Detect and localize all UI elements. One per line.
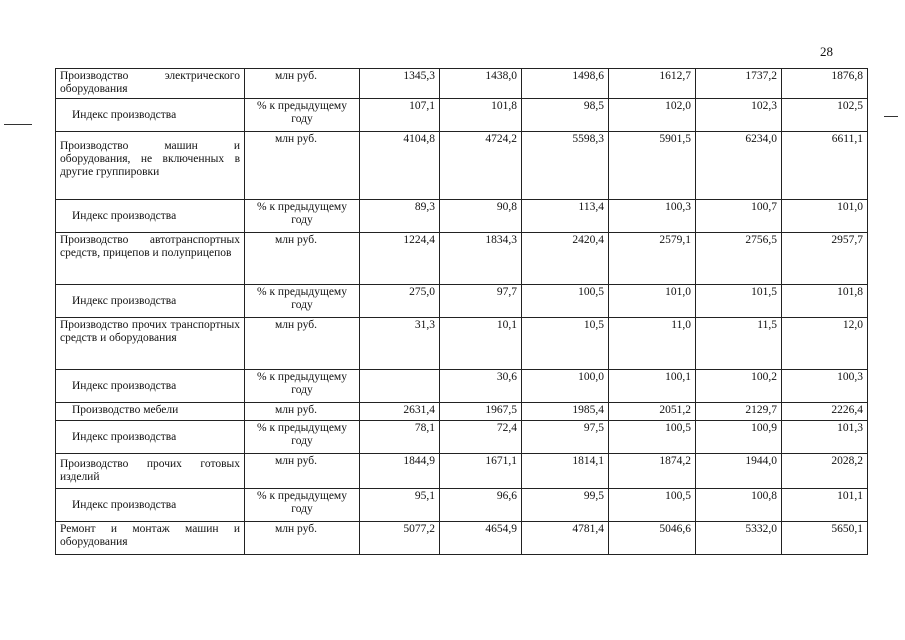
- row-unit: % к предыдущему году: [245, 99, 360, 132]
- row-unit: млн руб.: [245, 522, 360, 555]
- cell-value: 100,3: [782, 370, 868, 403]
- row-name: Производство электрического оборудования: [56, 69, 245, 99]
- cell-value: 4724,2: [440, 132, 522, 200]
- cell-value: 72,4: [440, 421, 522, 454]
- row-unit: % к предыдущему году: [245, 200, 360, 233]
- cell-value: 97,7: [440, 285, 522, 318]
- table-row: [56, 318, 868, 370]
- cell-value: 2420,4: [522, 233, 609, 285]
- cell-value: 1498,6: [522, 69, 609, 99]
- row-name: Индекс производства: [56, 99, 245, 132]
- cell-value: 2579,1: [609, 233, 696, 285]
- row-unit: % к предыдущему году: [245, 421, 360, 454]
- cell-value: 2028,2: [782, 454, 868, 489]
- table-row: [56, 454, 868, 489]
- cell-value: 1345,3: [360, 69, 440, 99]
- cell-value: 1814,1: [522, 454, 609, 489]
- row-unit: млн руб.: [245, 318, 360, 370]
- cell-value: 5046,6: [609, 522, 696, 555]
- cell-value: 90,8: [440, 200, 522, 233]
- cell-value: 4654,9: [440, 522, 522, 555]
- table-row: [56, 403, 868, 421]
- table-row: [56, 99, 868, 132]
- cell-value: 89,3: [360, 200, 440, 233]
- margin-mark-left: [4, 124, 32, 125]
- row-unit: % к предыдущему году: [245, 285, 360, 318]
- row-name: Производство автотранспортных средств, прицепов и полуприцепов: [56, 233, 245, 285]
- row-unit: млн руб.: [245, 69, 360, 99]
- cell-value: 102,5: [782, 99, 868, 132]
- cell-value: 1967,5: [440, 403, 522, 421]
- cell-value: 100,8: [696, 489, 782, 522]
- cell-value: 101,8: [440, 99, 522, 132]
- cell-value: 1438,0: [440, 69, 522, 99]
- cell-value: 5077,2: [360, 522, 440, 555]
- row-unit: млн руб.: [245, 403, 360, 421]
- cell-value: 1224,4: [360, 233, 440, 285]
- data-table: [55, 68, 868, 555]
- cell-value: 96,6: [440, 489, 522, 522]
- cell-value: 100,3: [609, 200, 696, 233]
- cell-value: 10,1: [440, 318, 522, 370]
- table-row: [56, 421, 868, 454]
- table-row: [56, 233, 868, 285]
- cell-value: 101,1: [782, 489, 868, 522]
- cell-value: 5598,3: [522, 132, 609, 200]
- cell-value: 107,1: [360, 99, 440, 132]
- table-row: [56, 285, 868, 318]
- row-name: Ремонт и монтаж машин и оборудования: [56, 522, 245, 555]
- row-name: Индекс производства: [56, 421, 245, 454]
- cell-value: 11,5: [696, 318, 782, 370]
- row-name: Индекс производства: [56, 200, 245, 233]
- cell-value: 2957,7: [782, 233, 868, 285]
- cell-value: 1985,4: [522, 403, 609, 421]
- cell-value: 101,5: [696, 285, 782, 318]
- cell-value: 100,1: [609, 370, 696, 403]
- row-name: Производство прочих транспортных средств и оборудования: [56, 318, 245, 370]
- cell-value: 101,8: [782, 285, 868, 318]
- cell-value: 5650,1: [782, 522, 868, 555]
- cell-value: 1844,9: [360, 454, 440, 489]
- cell-value: 10,5: [522, 318, 609, 370]
- row-unit: % к предыдущему году: [245, 370, 360, 403]
- cell-value: 100,5: [609, 421, 696, 454]
- cell-value: 97,5: [522, 421, 609, 454]
- row-name: Производство мебели: [56, 403, 245, 421]
- cell-value: 2051,2: [609, 403, 696, 421]
- cell-value: 100,5: [522, 285, 609, 318]
- cell-value: 275,0: [360, 285, 440, 318]
- cell-value: 1737,2: [696, 69, 782, 99]
- cell-value: 1876,8: [782, 69, 868, 99]
- cell-value: [360, 370, 440, 403]
- cell-value: 31,3: [360, 318, 440, 370]
- table-row: [56, 370, 868, 403]
- cell-value: 6611,1: [782, 132, 868, 200]
- cell-value: 5901,5: [609, 132, 696, 200]
- cell-value: 1612,7: [609, 69, 696, 99]
- row-unit: млн руб.: [245, 454, 360, 489]
- cell-value: 4781,4: [522, 522, 609, 555]
- cell-value: 1671,1: [440, 454, 522, 489]
- row-unit: млн руб.: [245, 132, 360, 200]
- cell-value: 95,1: [360, 489, 440, 522]
- cell-value: 100,0: [522, 370, 609, 403]
- cell-value: 100,7: [696, 200, 782, 233]
- cell-value: 1834,3: [440, 233, 522, 285]
- margin-mark-right: [884, 116, 898, 117]
- cell-value: 1944,0: [696, 454, 782, 489]
- cell-value: 11,0: [609, 318, 696, 370]
- cell-value: 113,4: [522, 200, 609, 233]
- cell-value: 2756,5: [696, 233, 782, 285]
- cell-value: 100,9: [696, 421, 782, 454]
- cell-value: 100,2: [696, 370, 782, 403]
- cell-value: 2226,4: [782, 403, 868, 421]
- cell-value: 6234,0: [696, 132, 782, 200]
- row-name: Производство прочих готовых изделий: [56, 454, 245, 489]
- row-name: Индекс производства: [56, 285, 245, 318]
- table-row: [56, 522, 868, 555]
- cell-value: 101,0: [609, 285, 696, 318]
- row-name: Индекс производства: [56, 489, 245, 522]
- row-name: Производство машин и оборудования, не включенных в другие группировки: [56, 132, 245, 200]
- cell-value: 1874,2: [609, 454, 696, 489]
- cell-value: 99,5: [522, 489, 609, 522]
- table-row: [56, 132, 868, 200]
- cell-value: 4104,8: [360, 132, 440, 200]
- cell-value: 100,5: [609, 489, 696, 522]
- cell-value: 101,3: [782, 421, 868, 454]
- row-name: Индекс производства: [56, 370, 245, 403]
- table-row: [56, 200, 868, 233]
- cell-value: 102,3: [696, 99, 782, 132]
- page-number: 28: [820, 44, 833, 59]
- cell-value: 98,5: [522, 99, 609, 132]
- cell-value: 101,0: [782, 200, 868, 233]
- cell-value: 2129,7: [696, 403, 782, 421]
- row-unit: % к предыдущему году: [245, 489, 360, 522]
- table-row: [56, 69, 868, 99]
- row-unit: млн руб.: [245, 233, 360, 285]
- cell-value: 30,6: [440, 370, 522, 403]
- cell-value: 102,0: [609, 99, 696, 132]
- cell-value: 12,0: [782, 318, 868, 370]
- cell-value: 78,1: [360, 421, 440, 454]
- cell-value: 5332,0: [696, 522, 782, 555]
- table-row: [56, 489, 868, 522]
- cell-value: 2631,4: [360, 403, 440, 421]
